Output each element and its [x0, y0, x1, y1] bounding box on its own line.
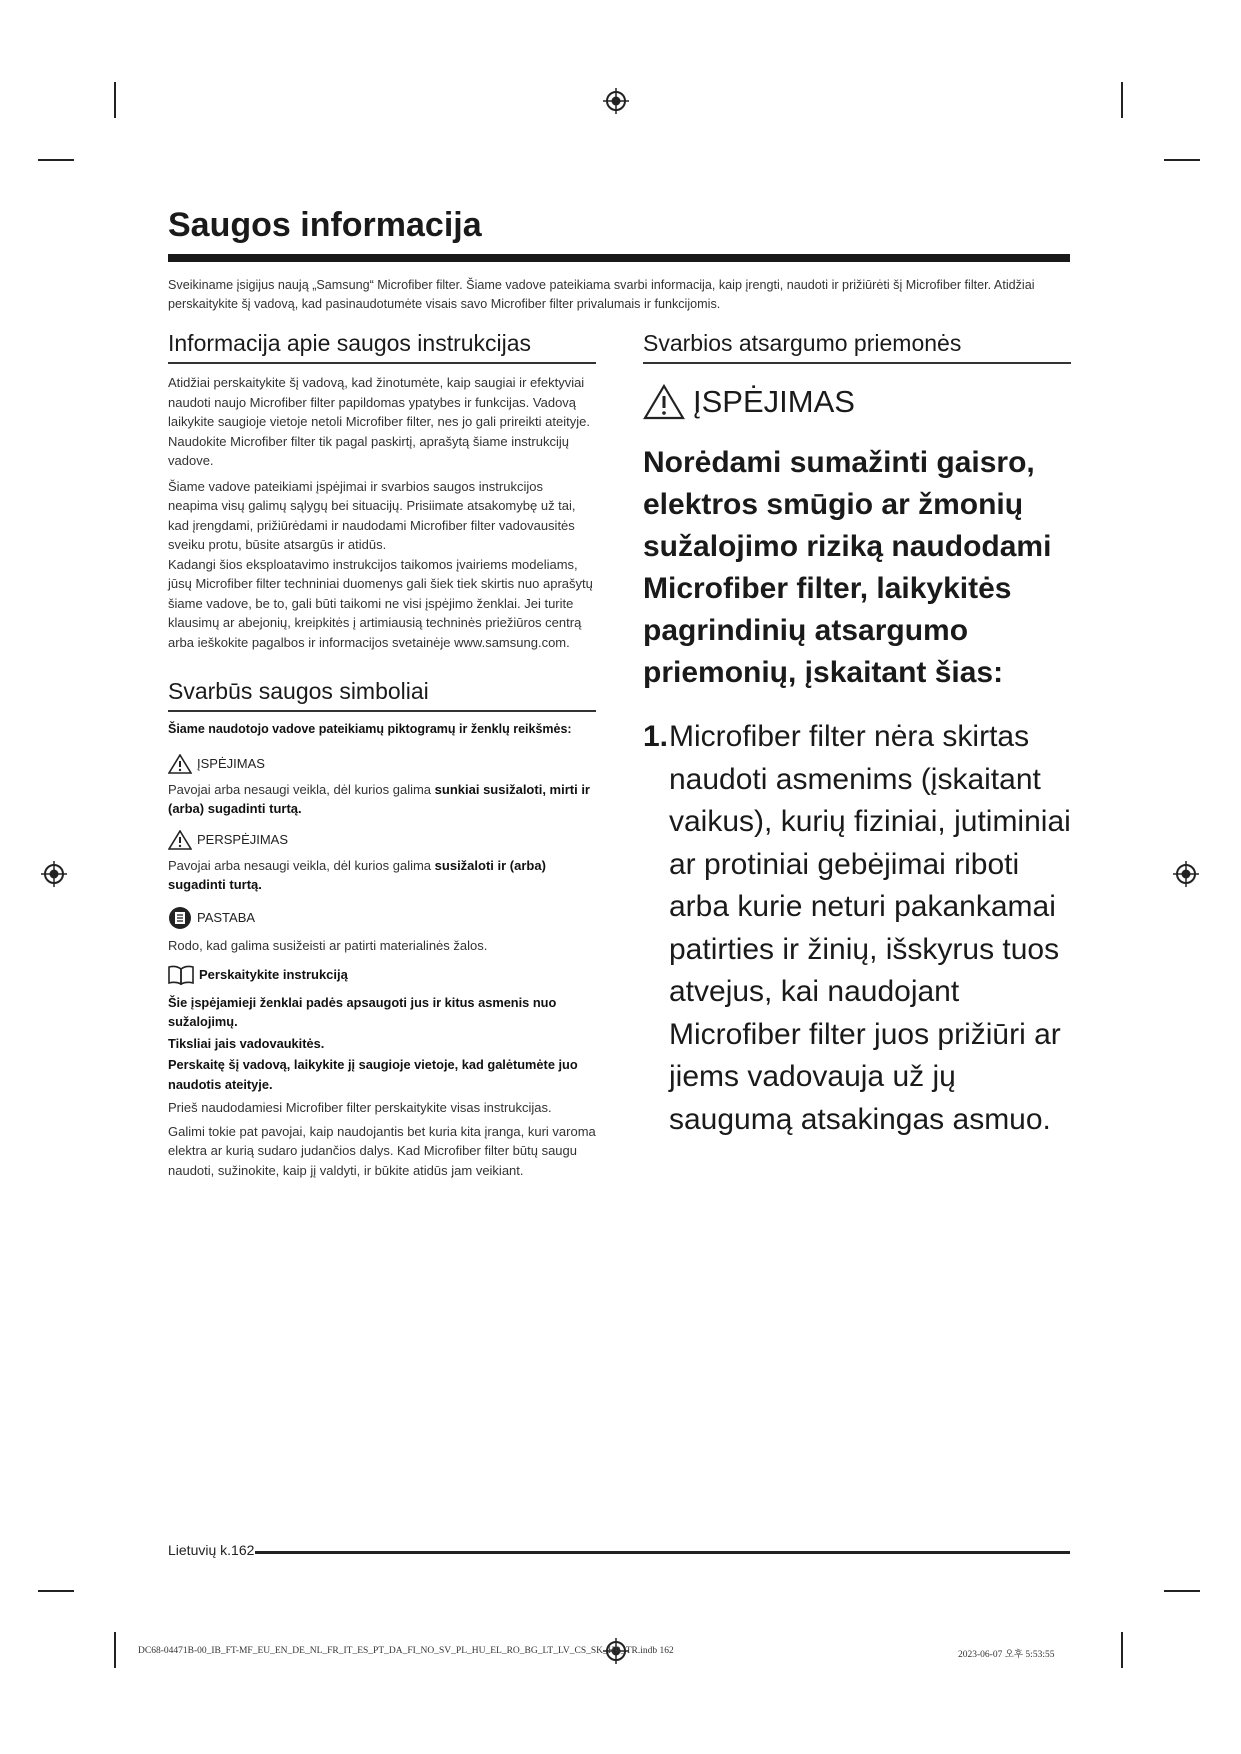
crop-mark — [38, 1590, 74, 1592]
intro-paragraph: Sveikiname įsigijus naują „Samsung“ Microfiber filter. Šiame vadove pateikiama svarbi informacija, kaip įrengti, naudoti ir prižiūrėti šį Microfiber filter. Atidžiai perskaitykite šį vadovą, kad pasinaudotumėte visais savo Microfiber filter privalumais ir funkcijomis. — [168, 278, 1035, 311]
big-warning-text: Norėdami sumažinti gaisro, elektros smūgio ar žmonių sužalojimo riziką naudodami Microfiber filter, laikykitės pagrindinių atsargumo priemonių, įskaitant šias: — [643, 446, 1052, 689]
registration-mark-icon — [603, 88, 629, 114]
registration-mark-icon — [1173, 861, 1199, 887]
crop-mark — [1164, 159, 1200, 161]
warning-heading-label: ĮSPĖJIMAS — [693, 384, 855, 419]
warning-heading — [643, 384, 1071, 420]
note-icon — [168, 906, 192, 930]
paragraph: Kadangi šios eksploatavimo instrukcijos taikomos įvairiems modeliams, jūsų Microfiber filter techniniai duomenys gali šiek tiek skirtis nuo aprašytų šiame vadove, be to, gali būti taikomi ne visi įspėjimo ženklai. Jei turite klausimų ar abejonių, kreipkitės į artimiausią techninės priežiūros centrą arba ieškokite pagalbos ir informacijos svetainėje www.samsung.com. — [168, 556, 593, 650]
paragraph: Prieš naudodamiesi Microfiber filter perskaitykite visas instrukcijas. — [168, 1100, 552, 1115]
caution-triangle-icon — [168, 830, 192, 850]
symbol-read-instructions — [168, 965, 596, 985]
title-rule — [168, 254, 1070, 262]
symbol-warning — [168, 754, 596, 774]
symbol-warning-label: ĮSPĖJIMAS — [197, 756, 265, 771]
safety-info-body — [168, 373, 596, 652]
crop-mark — [1164, 1590, 1200, 1592]
section-heading-symbols: Svarbūs saugos simboliai — [168, 678, 596, 712]
item-text: Microfiber filter nėra skirtas naudoti asmenims (įskaitant vaikus), kurių fiziniai, jutiminiai ar protiniai gebėjimai riboti arba kurie neturi pakankamai patirties ir žinių, išskyrus tuos atvejus, kai naudojant Microfiber filter juos prižiūri ar jiems vadovauja už jų saugumą atsakingas asmuo. — [669, 720, 1071, 1136]
crop-mark — [1121, 1632, 1123, 1668]
crop-mark — [38, 159, 74, 161]
precaution-item — [643, 716, 1071, 1141]
print-slug-file: DC68-04471B-00_IB_FT-MF_EU_EN_DE_NL_FR_IT_ES_PT_DA_FI_NO_SV_PL_HU_EL_RO_BG_LT_LV_CS_SK_HR_TR.indb 162 — [138, 1646, 674, 1656]
registration-mark-icon — [41, 861, 67, 887]
footer-rule — [255, 1551, 1070, 1554]
symbol-caution — [168, 830, 596, 850]
paragraph: Atidžiai perskaitykite šį vadovą, kad žinotumėte, kaip saugiai ir efektyviai naudoti naujo Microfiber filter papildomas ypatybes ir funkcijas. Vadovą laikykite saugioje vietoje netoli Microfiber filter, nes jo gali prireikti ateityje. Naudokite Microfiber filter tik pagal paskirtį, aprašytą šiame instrukcijų vadove. — [168, 375, 590, 468]
section-heading-safety-info: Informacija apie saugos instrukcijas — [168, 330, 596, 364]
footer-page-number: Lietuvių k.162 — [168, 1542, 255, 1558]
symbol-caution-label: PERSPĖJIMAS — [197, 832, 289, 847]
left-column — [168, 330, 596, 1180]
crop-mark — [114, 82, 116, 118]
bold-instruction: Perskaitę šį vadovą, laikykite jį saugioje vietoje, kad galėtumėte juo naudotis ateityje. — [168, 1057, 578, 1092]
warning-triangle-icon — [643, 384, 685, 420]
symbol-warning-desc: Pavojai arba nesaugi veikla, dėl kurios galima sunkiai susižaloti, mirti ir (arba) sugadinti turtą. — [168, 781, 590, 816]
symbol-note-label: PASTABA — [197, 910, 256, 925]
bold-instruction: Šie įspėjamieji ženklai padės apsaugoti jus ir kitus asmenis nuo sužalojimų. — [168, 994, 557, 1029]
section-heading-precautions: Svarbios atsargumo priemonės — [643, 330, 1071, 364]
page-title: Saugos informacija — [168, 206, 482, 244]
symbol-note — [168, 906, 596, 930]
item-number: 1. — [643, 720, 669, 753]
paragraph: Galimi tokie pat pavojai, kaip naudojantis bet kuria kita įranga, kuri varoma elektra ar kurią sudaro judančios dalys. Kad Microfiber filter būtų saugu naudoti, sužinokite, kaip jį valdyti, ir būkite atidūs jam veikiant. — [168, 1123, 596, 1178]
symbol-note-desc: Rodo, kad galima susižeisti ar patirti materialinės žalos. — [168, 937, 488, 953]
crop-mark — [1121, 82, 1123, 118]
print-slug-date: 2023-06-07 오후 5:53:55 — [958, 1650, 1055, 1660]
symbol-caution-desc: Pavojai arba nesaugi veikla, dėl kurios galima susižaloti ir (arba) sugadinti turtą. — [168, 857, 546, 892]
bold-instruction: Tiksliai jais vadovaukitės. — [168, 1035, 325, 1051]
paragraph: Šiame vadove pateikiami įspėjimai ir svarbios saugos instrukcijos neapima visų galimų sąlygų bei situacijų. Prisiimate atsakomybę už tai, kad įrengdami, prižiūrėdami ir naudodami Microfiber filter vadovausitės sveiku protu, būsite atsargūs ir atidūs. — [168, 478, 576, 552]
open-book-icon — [168, 965, 194, 985]
symbol-read-label: Perskaitykite instrukciją — [199, 967, 348, 982]
crop-mark — [114, 1632, 116, 1668]
warning-triangle-icon — [168, 754, 192, 774]
symbols-lead: Šiame naudotojo vadove pateikiamų piktogramų ir ženklų reikšmės: — [168, 722, 572, 736]
right-column — [643, 330, 1071, 1141]
